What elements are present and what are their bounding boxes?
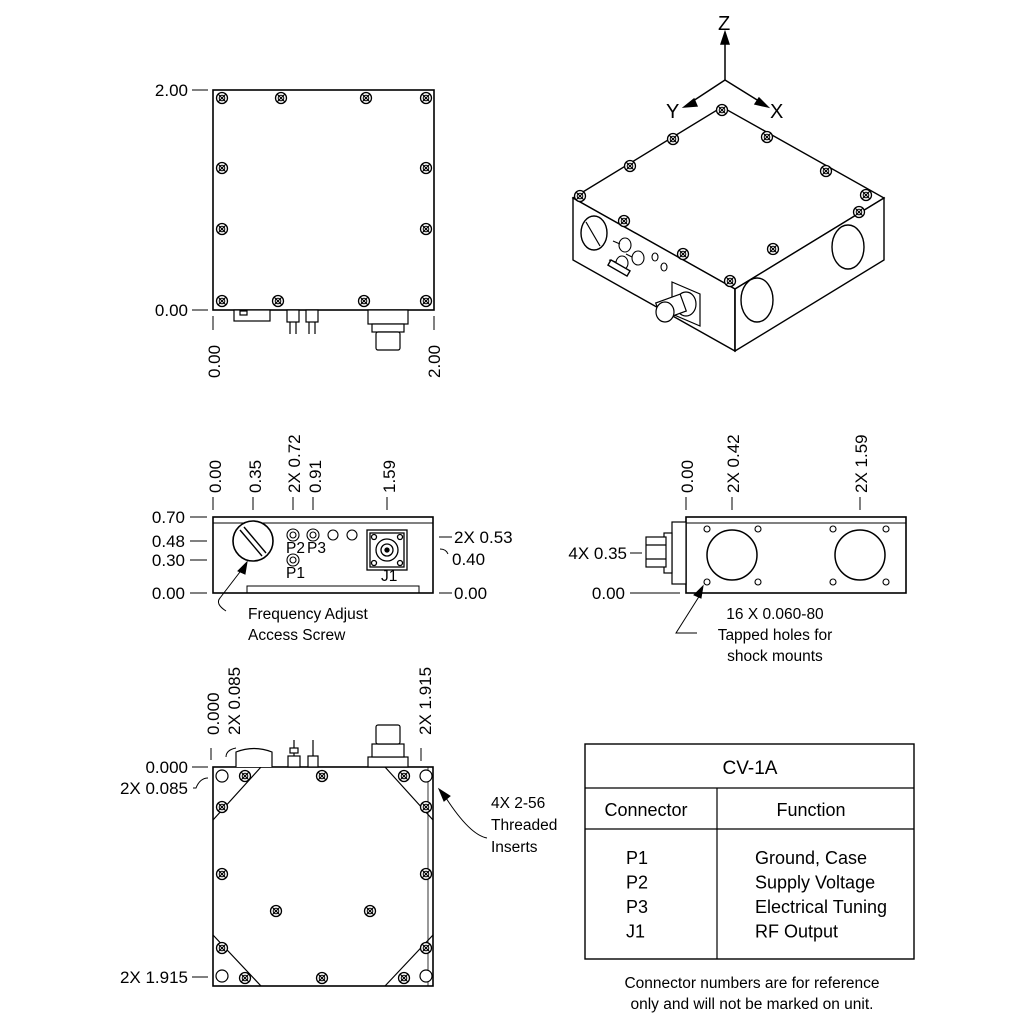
front-view-top-label: 0.00 — [206, 459, 225, 493]
bottom-view-note: Inserts — [491, 839, 538, 856]
j1-connector-icon — [367, 530, 407, 570]
side-view-connector-icon — [646, 522, 686, 584]
top-view — [155, 81, 444, 378]
shock-mount-hole-icon — [835, 530, 885, 580]
front-view-right-label: 0.40 — [452, 550, 486, 569]
shock-mount-hole-icon — [707, 530, 757, 580]
table-cell-function: Supply Voltage — [755, 872, 876, 893]
front-view-top-label: 0.91 — [306, 459, 325, 493]
side-view-note: Tapped holes for — [717, 627, 833, 644]
table-title: CV-1A — [722, 758, 778, 779]
bottom-view-note: Threaded — [491, 817, 558, 834]
table-cell-connector: P1 — [626, 848, 649, 868]
side-view-top-label: 2X 0.42 — [724, 434, 743, 493]
table-cell-function: Ground, Case — [755, 848, 868, 868]
side-view-left-label: 4X 0.35 — [568, 544, 627, 563]
iso-shock-hole — [832, 225, 864, 269]
table-cell-function: Electrical Tuning — [755, 897, 888, 917]
side-view-top-label: 0.00 — [678, 459, 697, 493]
table-cell-connector: P2 — [626, 872, 649, 893]
side-view-note: shock mounts — [727, 648, 823, 665]
iso-shock-hole — [741, 278, 773, 322]
iso-axis-z-label: Z — [718, 13, 731, 35]
bottom-view-top-label: 0.000 — [204, 692, 223, 735]
front-view-note: Frequency Adjust — [248, 606, 368, 623]
frequency-adjust-screw-icon — [233, 521, 273, 561]
bottom-view-top-label: 2X 0.085 — [225, 666, 244, 735]
bottom-view — [120, 667, 557, 987]
front-view-left-label: 0.00 — [151, 584, 185, 603]
front-view-top-label: 0.35 — [246, 459, 265, 493]
top-view-y-label: 2.00 — [154, 81, 188, 100]
top-view-connectors — [234, 310, 408, 350]
bottom-view-left-label: 2X 1.915 — [119, 968, 188, 987]
bottom-view-connectors — [236, 725, 408, 767]
side-view — [568, 434, 906, 665]
front-view-top-label: 1.59 — [380, 459, 399, 493]
isometric-view — [573, 13, 884, 351]
p1-label: P1 — [286, 565, 305, 582]
top-view-x-label: 2.00 — [425, 344, 444, 378]
table-cell-connector: J1 — [626, 921, 646, 942]
top-view-x-label: 0.00 — [205, 344, 224, 378]
bottom-view-body — [213, 767, 433, 986]
front-view-top-label: 2X 0.72 — [285, 434, 304, 493]
front-view-note: Access Screw — [248, 627, 346, 644]
bottom-view-left-label: 2X 0.085 — [119, 779, 188, 798]
top-view-body — [213, 90, 434, 310]
front-view-right-label: 0.00 — [454, 584, 488, 603]
front-view-left-label: 0.48 — [151, 532, 185, 551]
front-view — [152, 434, 513, 644]
table-cell-function: RF Output — [755, 921, 839, 942]
footnote: Connector numbers are for reference — [624, 975, 880, 992]
front-view-right-label: 2X 0.53 — [454, 528, 513, 547]
front-view-left-label: 0.70 — [151, 508, 185, 527]
side-view-left-label: 0.00 — [591, 584, 625, 603]
p2-label: P2 — [286, 540, 305, 557]
j1-label: J1 — [381, 568, 398, 585]
top-view-y-label: 0.00 — [154, 301, 188, 320]
table-header-connector: Connector — [604, 800, 688, 820]
footnote: only and will not be marked on unit. — [630, 996, 874, 1013]
side-view-top-label: 2X 1.59 — [852, 434, 871, 493]
bottom-view-top-label: 2X 1.915 — [416, 666, 435, 735]
connector-table — [585, 744, 914, 959]
iso-axis-y-label: Y — [666, 101, 680, 123]
bottom-view-note: 4X 2-56 — [491, 795, 546, 812]
front-view-left-label: 0.30 — [151, 551, 185, 570]
p3-label: P3 — [307, 540, 326, 557]
table-header-function: Function — [776, 800, 846, 820]
side-view-note: 16 X 0.060-80 — [726, 606, 824, 623]
iso-axis-x-label: X — [770, 101, 784, 123]
bottom-view-left-label: 0.000 — [145, 758, 188, 777]
table-cell-connector: P3 — [626, 897, 649, 917]
